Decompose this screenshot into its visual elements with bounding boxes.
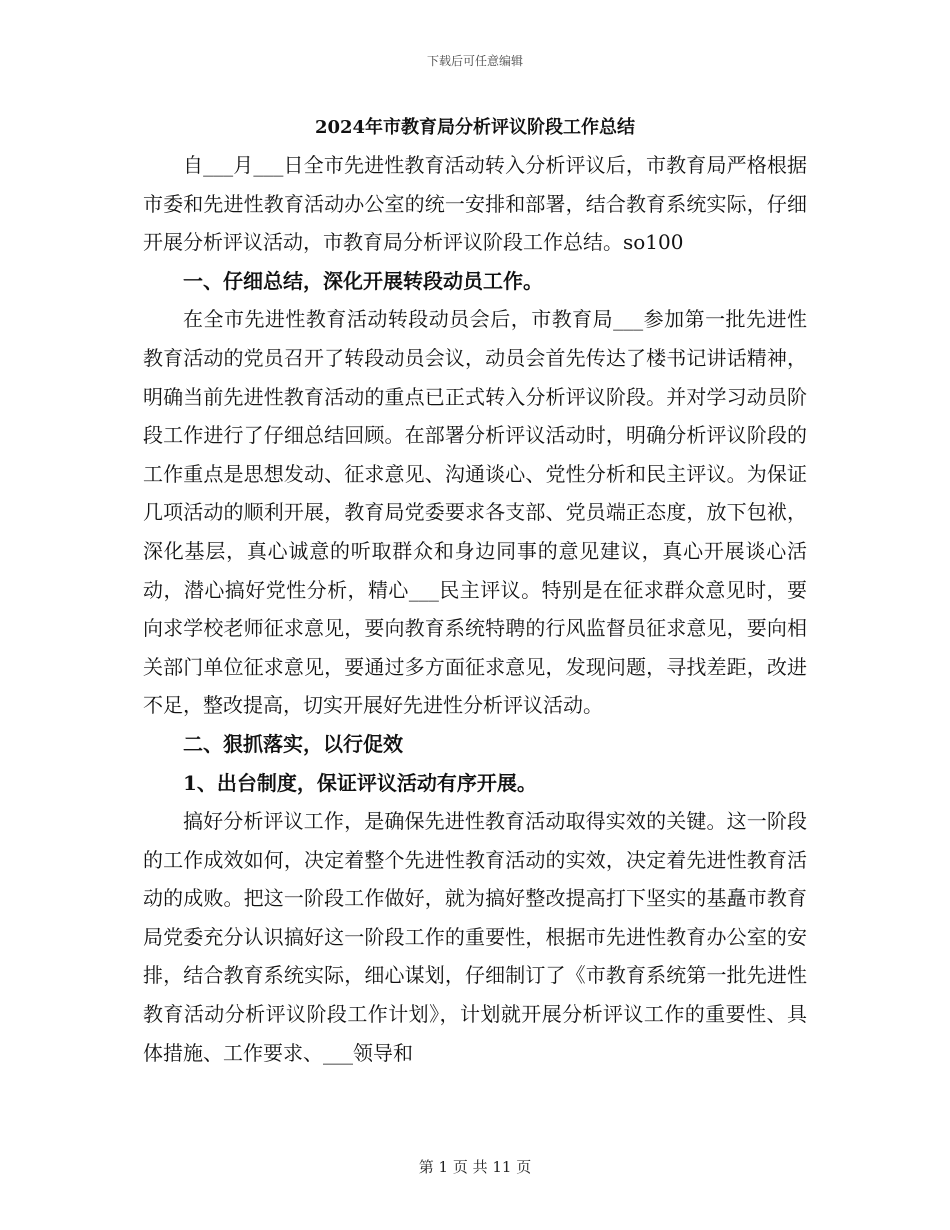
document-title: 2024年市教育局分析评议阶段工作总结 — [314, 117, 636, 138]
page-footer: 第 1 页 共 11 页 — [418, 1158, 532, 1176]
document-body — [143, 112, 807, 1072]
paragraph-subsection-2-1: 搞好分析评议工作，是确保先进性教育活动取得实效的关键。这一阶段的工作成效如何，决定着整个先进性教育活动的实效，决定着先进性教育活动的成败。把这一阶段工作做好，就为搞好整改提高打下坚实的基矗市教育局党委充分认识搞好这一阶段工作的重要性，根据市先进性教育办公室的安排，结合教育系统实际，细心谋划，仔细制订了《市教育系统第一批先进性教育活动分析评议阶段工作计划》，计划就开展分析评议工作的重要性、具体措施、工作要求、___领导和 — [143, 809, 807, 1065]
paragraph-section-1: 在全市先进性教育活动转段动员会后，市教育局___参加第一批先进性教育活动的党员召开了转段动员会议，动员会首先传达了楼书记讲话精神，明确当前先进性教育活动的重点已正式转入分析评议阶段。并对学习动员阶段工作进行了仔细总结回顾。在部署分析评议活动时，明确分析评议阶段的工作重点是思想发动、征求意见、沟通谈心、党性分析和民主评议。为保证几项活动的顺利开展，教育局党委要求各支部、党员端正态度，放下包袱，深化基层，真心诚意的听取群众和身边同事的意见建议，真心开展谈心活动，潜心搞好党性分析，精心___民主评议。特别是在征求群众意见时，要向求学校老师征求意见，要向教育系统特聘的行风监督员征求意见，要向相关部门单位征求意见，要通过多方面征求意见，发现问题，寻找差距，改进不足，整改提高，切实开展好先进性分析评议活动。 — [143, 307, 807, 718]
section-heading-2: 二、狠抓落实，以行促效 — [183, 731, 403, 756]
paragraph-intro: 自___月___日全市先进性教育活动转入分析评议后，市教育局严格根据市委和先进性教育活动办公室的统一安排和部署，结合教育系统实际，仔细开展分析评议活动，市教育局分析评议阶段工作总结。so100 — [143, 153, 807, 255]
page-header: 下载后可任意编辑 — [426, 54, 523, 68]
subsection-heading-2-1: 1、出台制度，保证评议活动有序开展。 — [183, 770, 537, 795]
section-heading-1: 一、仔细总结，深化开展转段动员工作。 — [183, 268, 543, 293]
